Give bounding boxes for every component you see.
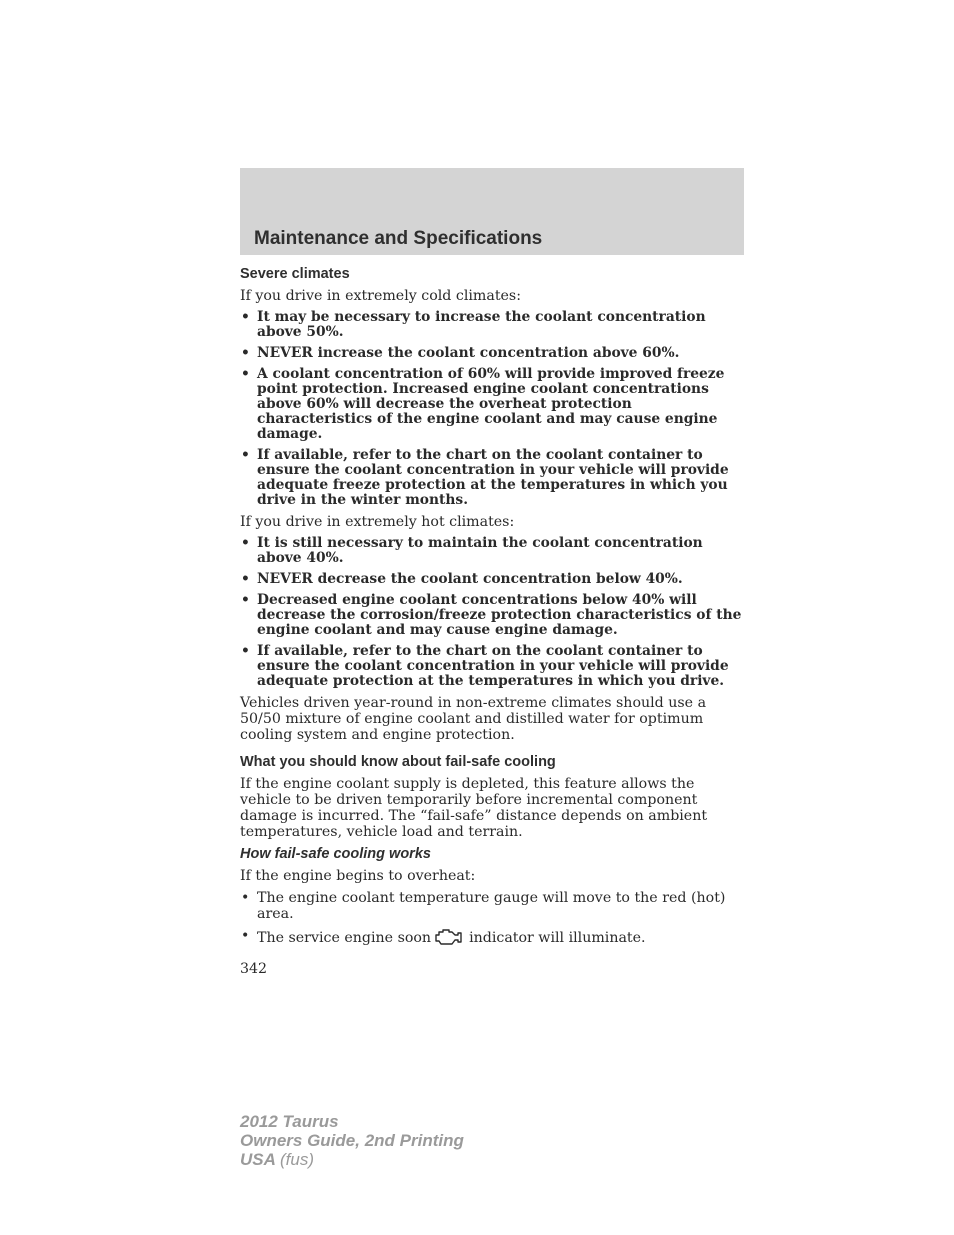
footer-region: USA	[240, 1150, 276, 1169]
check-engine-icon	[433, 928, 463, 950]
footer-line-model: 2012 Taurus	[240, 1112, 339, 1131]
fail-safe-paragraph: If the engine coolant supply is depleted, this feature allows the vehicle to be driven temporarily before incremental component damage is incurred. The “fail-safe” distance depends on ambient temperatures, vehicle load and terrain.	[240, 776, 708, 840]
severe-climates-heading: Severe climates	[240, 266, 350, 282]
list-item: • NEVER decrease the coolant concentration below 40%.	[240, 572, 746, 587]
list-item: • A coolant concentration of 60% will provide improved freeze point protection. Increased engine coolant concentrations above 60% will decrease the overheat protection characteristics of the engine coolant and may cause engine damage.	[240, 367, 746, 442]
overheat-list	[240, 890, 746, 950]
hot-climate-list	[240, 536, 746, 689]
list-item: • The engine coolant temperature gauge will move to the red (hot) area.	[240, 890, 746, 922]
section-title: Maintenance and Specifications	[254, 228, 543, 249]
year-round-paragraph: Vehicles driven year-round in non-extreme climates should use a 50/50 mixture of engine coolant and distilled water for optimum cooling system and engine protection.	[240, 695, 707, 743]
list-item: • Decreased engine coolant concentrations below 40% will decrease the corrosion/freeze protection characteristics of the engine coolant and may cause engine damage.	[240, 593, 746, 638]
footer-line-printing: Owners Guide, 2nd Printing	[240, 1131, 464, 1150]
fail-safe-heading: What you should know about fail-safe cooling	[240, 754, 556, 770]
indicator-text-before: The service engine soon	[257, 930, 432, 946]
footer	[240, 1112, 464, 1169]
how-fail-safe-heading: How fail-safe cooling works	[240, 846, 431, 862]
list-item	[240, 928, 746, 950]
footer-region-code: (fus)	[280, 1150, 314, 1169]
list-item: • It may be necessary to increase the coolant concentration above 50%.	[240, 310, 746, 340]
list-item: • It is still necessary to maintain the coolant concentration above 40%.	[240, 536, 746, 566]
cold-intro: If you drive in extremely cold climates:	[240, 288, 521, 304]
page-number: 342	[240, 961, 268, 977]
footer-line-region	[240, 1150, 464, 1169]
page-content	[240, 266, 746, 956]
list-item: • NEVER increase the coolant concentration above 60%.	[240, 346, 746, 361]
overheat-intro: If the engine begins to overheat:	[240, 868, 476, 884]
cold-climate-list	[240, 310, 746, 508]
hot-intro: If you drive in extremely hot climates:	[240, 514, 515, 530]
list-item: • If available, refer to the chart on the coolant container to ensure the coolant concentration in your vehicle will provide adequate freeze protection at the temperatures in which you drive in the winter months.	[240, 448, 746, 508]
list-item: • If available, refer to the chart on the coolant container to ensure the coolant concentration in your vehicle will provide adequate protection at the temperatures in which you drive.	[240, 644, 746, 689]
indicator-text-after: indicator will illuminate.	[469, 930, 646, 946]
